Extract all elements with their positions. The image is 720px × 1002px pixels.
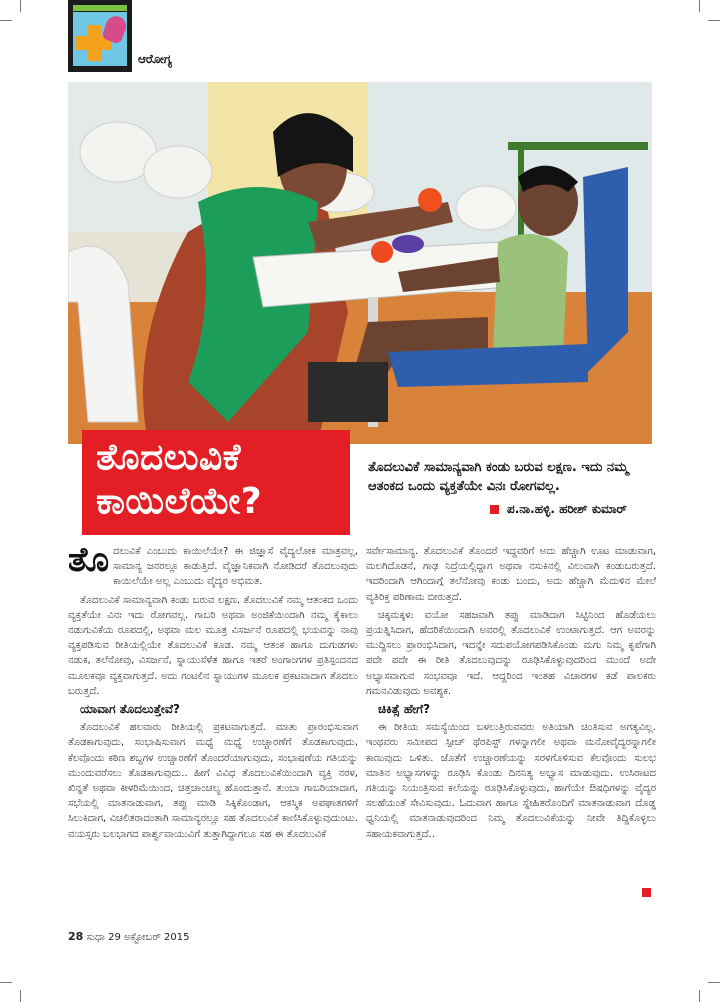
paragraph: ತೊದಲುವಿಕೆ ಹಲವಾರು ರೀತಿಯಲ್ಲಿ ಪ್ರಕಟವಾಗುತ್ತದೆ. ಮಾತು ಪ್ರಾರಂಭಿಸುವಾಗ ತೊಡಕಾಗುವುದು, ಸಂಭಾಷಿಸುವಾಗ ಮಧ್ಯೆ ಮಧ್ಯೆ ಉಚ್ಚಾರಣೆಗೆ ತೊಡಕಾಗುವುದು, ಕೆಲವೊಂದು ಕಠಿಣ ಶಬ್ದಗಳ ಉಚ್ಚಾರಣೆಗೆ ತೊಂದರೆಯಾಗುವುದು, ಸಂಭಾಷಣೆಯ ಗತಿಯನ್ನು ಮುಂದುವರೆಸಲು ತೊಡಕಾಗುವುದು.. ಹೀಗೆ ವಿವಿಧ ತೊದಲುವಿಕೆಯಿಂದಾಗಿ ವ್ಯಕ್ತಿ ನರಳ, ಖಿನ್ನತೆ ಅಥವಾ ಕೀಳರಿಮೆಯಿಂದ, ಚಿತ್ತಚಾಂಚಲ್ಯ ಹೊಂದುತ್ತಾನೆ. ತುಂಬಾ ಗಾಬರಿಯಾದಾಗ, ಸಭೆಯಲ್ಲಿ ಮಾತನಾಡುವಾಗ, ತಪ್ಪು ಮಾಡಿ ಸಿಕ್ಕಿಕೊಂಡಾಗ, ಆಕಸ್ಮಿಕ ಅಪಘಾತಗಳಿಗೆ ಸಿಲುಕಿದಾಗ, ವಿಚಲಿತರಾದಂತಾಗಿ ಸಾಮಾನ್ಯರಲ್ಲೂ ಸಹ ತೊದಲುವಿಕೆ ಕಾಣಿಸಿಕೊಳ್ಳುವುದುಂಟು. ವಯಸ್ಸರು ಬಲಭಾಗದ ಪಾರ್ಶ್ವವಾಯುವಿಗೆ ತುತ್ತಾಗಿದ್ದಾಗಲೂ ಸಹ ಈ ತೊದಲುವಿಕೆ: [68, 722, 358, 840]
issue-date: 29 ಅಕ್ಟೋಬರ್ 2015: [108, 932, 190, 943]
crop-mark: [699, 990, 700, 1002]
logo-stripe: [73, 5, 127, 11]
dropcap: ತೊ: [68, 540, 110, 580]
title-line-1: ತೊದಲುವಿಕೆ: [96, 437, 241, 478]
crop-mark: [0, 20, 12, 21]
paragraph: ಈ ರೀತಿಯ ಸಮಸ್ಯೆಯಿಂದ ಬಳಲುತ್ತಿರುವವರು ಅತಿಯಾಗಿ ಚಿಂತಿಸುವ ಅಗತ್ಯವಿಲ್ಲ. ಇಂಥವರು ಸಮೀಪದ ಸ್ಪೀಚ್ ಥೆರಪಿಸ್ಟ್ ಗಳನ್ನಾಗಲೀ ಅಥವಾ ಮನೋವೈದ್ಯರನ್ನಾಗಲೀ ಕಾಣುವುದು ಒಳಿತು. ಜೊತೆಗೆ ಉಚ್ಚಾರಣೆಯನ್ನು ಸರಳಗೊಳಿಸುವ ಕೆಲವೊಂದು ಸುಲಭ ಮಾತಿನ ಅಭ್ಯಾಸಗಳನ್ನು ರೂಢಿಸಿ ಕೊಂಡು ದಿನನಿತ್ಯ ಅಭ್ಯಾಸ ಮಾಡುವುದು. ಉಸಿರಾಟದ ಗತಿಯನ್ನು ನಿಯಂತ್ರಿಸುವ ಕಲೆಯನ್ನು ರೂಢಿಸಿಕೊಳ್ಳುವುದು, ಹಾಗೆಯೇ ಔಷಧಿಗಳನ್ನು ವೈದ್ಯರ ಸಲಹೆಯಂತೆ ಸೇವಿಸುವುದು. ಓದುವಾಗ ಹಾಗೂ ಸ್ನೇಹಿತರೊಂದಿಗೆ ಮಾತನಾಡುವಾಗ ದೊಡ್ಡ ಧ್ವನಿಯಲ್ಲಿ ಮಾತನಾಡುವುದರಿಂದ ನಿಮ್ಮ ತೊದಲುವಿಕೆಯನ್ನು ನೀವೇ ತಿದ್ದಿಕೊಳ್ಳಲು ಸಹಾಯಕವಾಗುತ್ತದೆ..: [366, 722, 656, 840]
therapy-session-photo: [68, 82, 652, 444]
subheading: ಯಾವಾಗ ತೊದಲುತ್ತೇವೆ?: [80, 702, 180, 717]
crop-mark: [0, 982, 12, 983]
crop-mark: [20, 0, 21, 12]
body-column-right: [366, 544, 656, 845]
article-title: [82, 430, 350, 535]
article-lead: ತೊದಲುವಿಕೆ ಸಾಮಾನ್ಯವಾಗಿ ಕಂಡು ಬರುವ ಲಕ್ಷಣ. ಇದು ನಮ್ಮ ಆತಂಕದ ಒಂದು ವ್ಯಕ್ತತೆಯೇ ವಿನಃ ರೋಗವಲ್ಲ.: [368, 460, 629, 494]
paragraph: ಸರ್ವೇಸಾಮಾನ್ಯ. ತೊದಲುವಿಕೆ ತೊಂದರೆ ಇದ್ದವರಿಗೆ ಅದು ಹೆಚ್ಚಾಗಿ ಊಟ ಮಾಡುವಾಗ, ಮಲಗಿದೊಡನೆ, ಗಾಢ ನಿದ್ರೆಯಲ್ಲಿದ್ದಾಗ ಅಥವಾ ನಸುಕಿನಲ್ಲಿ ವಿಲುವಾಗಿ ಕಂಡುಬರುತ್ತದೆ. ಇದರಿಂದಾಗಿ ಆಗಿಂದಾಗ್ಗೆ ತಲೆನೋವು ಕಂಡು ಬಂದು, ಅದು ಹೆಚ್ಚಾಗಿ ಮೆದುಳಿನ ಮೇಲೆ ವ್ಯತಿರಿಕ್ತ ಪರಿಣಾಮ ಬೀರುತ್ತದೆ.: [366, 546, 656, 603]
paragraph: ತೊದಲುವಿಕೆ ಸಾಮಾನ್ಯವಾಗಿ ಕಂಡು ಬರುವ ಲಕ್ಷಣ. ತೊದಲುವಿಕೆ ನಮ್ಮ ಆತಂಕದ ಒಂದು ವ್ಯಕ್ತತೆಯೇ ವಿನಃ ಇದು ರೋಗವಲ್ಲ. ಗಾಬರಿ ಅಥವಾ ಅಂಜಿಕೆಯಿಂದಾಗಿ ನಮ್ಮ ಕೈಕಾಲು ನಡುಗುವಿಕೆಯ ರೂಪದಲ್ಲಿ, ಅಥವಾ ಮಲ ಮೂತ್ರ ವಿಸರ್ಜನೆ ರೂಪದಲ್ಲಿ ಭಯವನ್ನು ನಾವು ವ್ಯಕ್ತಪಡಿಸುವ ರೀತಿಯಲ್ಲಿಯೇ ತೊದಲುವಿಕೆ ಕೂಡ. ನಮ್ಮ ಆತಂಕ ಹಾಗೂ ದುಗುಡಗಳು ನಡುಕ, ತಲೆನೋವು, ವಿಸರ್ಜನೆ, ಸ್ನಾಯುಸೆಳೆತ ಹಾಗೂ ಇತರೆ ಅಂಗಾಂಗಗಳ ಪ್ರತಿಸ್ಪಂದನದ ಮೂಲಕವೂ ವ್ಯಕ್ತವಾಗುತ್ತದೆ. ಅದು ಗಂಟಲಿನ ಸ್ನಾಯುಗಳ ಮೂಲಕ ಪ್ರಕಟವಾದಾಗ ತೊದಲು ಬರುತ್ತದೆ.: [68, 594, 358, 697]
page-footer: [68, 930, 189, 943]
paragraph: [68, 540, 358, 590]
magazine-name: ಸುಧಾ: [86, 932, 105, 943]
health-cross-pill-icon: [73, 12, 127, 66]
body-column-left: [68, 540, 358, 845]
author-name: ಪ.ನಾ.ಹಳ್ಳಿ. ಹರೀಶ್ ಕುಮಾರ್: [507, 502, 627, 516]
paragraph-text: ದಲುವಿಕೆ ಎಂಬುದು ಕಾಯಿಲೆಯೇ? ಈ ಜಿಜ್ಞಾಸೆ ವೈದ್ಯಲೋಕ ಮಾತ್ರವಲ್ಲ, ಸಾಮಾನ್ಯ ಜನರಲ್ಲೂ ಕಾಡುತ್ತಿದೆ. ವೈಜ್ಞಾನಿಕವಾಗಿ ನೋಡಿದರೆ ತೊದಲುವುದು ಕಾಯಿಲೆಯೇ ಅಲ್ಲ ಎಂಬುದು ವೈದ್ಯರ ಅಭಿಮತ.: [113, 546, 358, 588]
end-mark-icon: [642, 888, 651, 897]
paragraph: ಚಿಕ್ಕಮಕ್ಕಳು ವಯೋ ಸಹಜವಾಗಿ ತಪ್ಪು ಮಾಡಿದಾಗ ಸಿಟ್ಟಿನಿಂದ ಹೊಡೆಯಲು ಪ್ರಯತ್ನಿಸಿದಾಗ, ಹೆದರಿಕೆಯಿಂದಾಗಿ ಅವರಲ್ಲಿ ತೊದಲುವಿಕೆ ಉಂಟಾಗುತ್ತದೆ. ಆಗ ಅವರನ್ನು ಮುದ್ದಿಸಲು ಪ್ರಾರಂಭಿಸಿದಾಗ, ಇದನ್ನೇ ಸದುಪಯೋಗಪಡಿಸಿಕೊಂಡು ಮಗು ನಿಮ್ಮ ಕೃಪೆಗಾಗಿ ಪದೇ ಪದೇ ಈ ರೀತಿ ತೊದಲುವುದನ್ನು ರೂಢಿಸಿಕೊಳ್ಳುವುದರಿಂದ ಮುಂದೆ ಅದೇ ಅಭ್ಯಾಸವಾಗುವ ಸಂಭವವೂ ಇದೆ. ಆದ್ದರಿಂದ ಇಂತಹ ವಿಚಾರಗಳ ಕಡೆ ಪಾಲಕರು ಗಮನವಿಡುವುದು ಅವಶ್ಯಕ.: [366, 609, 656, 697]
title-line-2: ಕಾಯಿಲೆಯೇ?: [96, 481, 263, 522]
health-section-logo: [68, 0, 132, 72]
subheading: ಚಿಕಿತ್ಸೆ ಹೇಗೆ?: [378, 702, 431, 717]
page-number: 28: [68, 930, 84, 943]
crop-mark: [708, 20, 720, 21]
byline-square-icon: [490, 505, 499, 514]
byline: [490, 502, 627, 517]
crop-mark: [708, 982, 720, 983]
crop-mark: [20, 990, 21, 1002]
crop-mark: [699, 0, 700, 12]
section-label: ಆರೋಗ್ಯ: [138, 52, 173, 66]
